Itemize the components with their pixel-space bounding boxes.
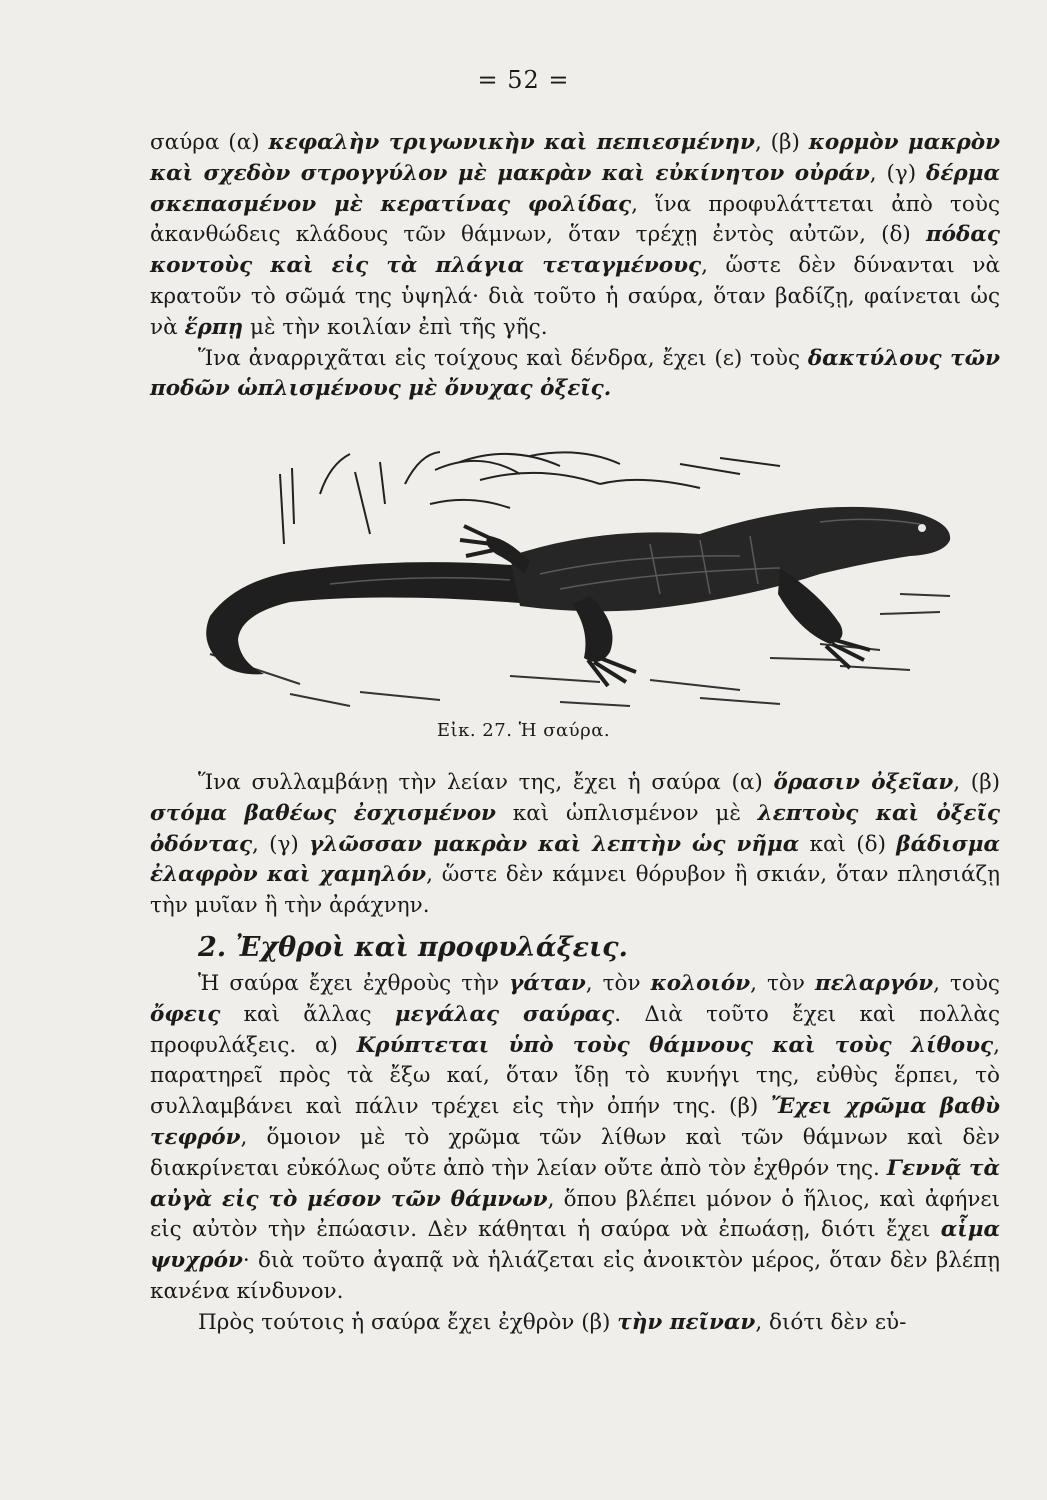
paragraph-hunger: Πρὸς τούτοις ἡ σαύρα ἔχει ἐχθρὸν (β) τὴν πεῖναν, διότι δὲν εὑ- <box>198 1309 907 1335</box>
paragraph-hunting: Ἵνα συλλαμβάνῃ τὴν λείαν της, ἔχει ἡ σαύρα (α) ὅρασιν ὀξεῖαν, (β) στόμα βαθέως ἐσχισμένον καὶ ὡπλισμένον μὲ λεπτοὺς καὶ ὀξεῖς ὀδόντας, (γ) γλῶσσαν μακρὰν καὶ λεπτὴν ὡς νῆμα καὶ (δ) βάδισμα ἐλαφρὸν καὶ χαμηλόν, ὥστε δὲν κάμνει θόρυβον ἢ σκιάν, ὅταν πλησιάζῃ τὴν μυῖαν ἢ τὴν ἀράχνην. <box>150 770 1001 919</box>
lizard-illustration <box>180 444 970 724</box>
figure-caption: Εἰκ. 27. Ἡ σαύρα. <box>436 720 611 741</box>
hunting-text <box>150 768 1000 922</box>
enemies-text <box>150 969 1000 1339</box>
paragraph-enemies: Ἡ σαύρα ἔχει ἐχθροὺς τὴν γάταν, τὸν κολοιόν, τὸν πελαργόν, τοὺς ὄφεις καὶ ἄλλας μεγάλας σαύρας. Διὰ τοῦτο ἔχει καὶ πολλὰς προφυλάξεις. α) Κρύπτεται ὑπὸ τοὺς θάμνους καὶ τοὺς λίθους, παρατηρεῖ πρὸς τὰ ἔξω καί, ὅταν ἴδῃ τὸ κυνήγι της, εὐθὺς ἕρπει, τὸ συλλαμβάνει καὶ πάλιν τρέχει εἰς τὴν ὀπήν της. (β) Ἔχει χρῶμα βαθὺ τεφρόν, ὅμοιον μὲ τὸ χρῶμα τῶν λίθων καὶ τῶν θάμνων καὶ δὲν διακρίνεται εὐκόλως οὔτε ἀπὸ τὴν λείαν οὔτε ἀπὸ τὸν ἐχθρόν της. Γεννᾷ τὰ αὐγὰ εἰς τὸ μέσον τῶν θάμνων, ὅπου βλέπει μόνον ὁ ἥλιος, καὶ ἀφήνει εἰς αὐτὸν τὴν ἐπώασιν. Δὲν κάθηται ἡ σαύρα νὰ ἐπωάσῃ, διότι ἔχει αἷμα ψυχρόν· διὰ τοῦτο ἀγαπᾷ νὰ ἡλιάζεται εἰς ἀνοικτὸν μέρος, ὅταν δὲν βλέπῃ κανένα κίνδυνον. <box>150 971 1000 1304</box>
section-heading: 2. Ἐχθροὶ καὶ προφυλάξεις. <box>198 932 628 963</box>
page-number: = 52 = <box>477 66 570 94</box>
paragraph-climbing: Ἵνα ἀναρριχᾶται εἰς τοίχους καὶ δένδρα, ἔχει (ε) τοὺς δακτύλους τῶν ποδῶν ὡπλισμένους μὲ ὄνυχας ὀξεῖς. <box>150 345 1000 402</box>
intro-text <box>150 128 1000 405</box>
paragraph-body-features: σαύρα (α) κεφαλὴν τριγωνικὴν καὶ πεπιεσμένην, (β) κορμὸν μακρὸν καὶ σχεδὸν στρογγύλον μὲ μακρὰν καὶ εὐκίνητον οὐράν, (γ) δέρμα σκεπασμένον μὲ κερατίνας φολίδας, ἵνα προφυλάττεται ἀπὸ τοὺς ἀκανθώδεις κλάδους τῶν θάμνων, ὅταν τρέχῃ ἐντὸς αὐτῶν, (δ) πόδας κοντοὺς καὶ εἰς τὰ πλάγια τεταγμένους, ὥστε δὲν δύνανται νὰ κρατοῦν τὸ σῶμά της ὑψηλά· διὰ τοῦτο ἡ σαύρα, ὅταν βαδίζῃ, φαίνεται ὡς νὰ ἕρπῃ μὲ τὴν κοιλίαν ἐπὶ τῆς γῆς. <box>150 130 1001 340</box>
